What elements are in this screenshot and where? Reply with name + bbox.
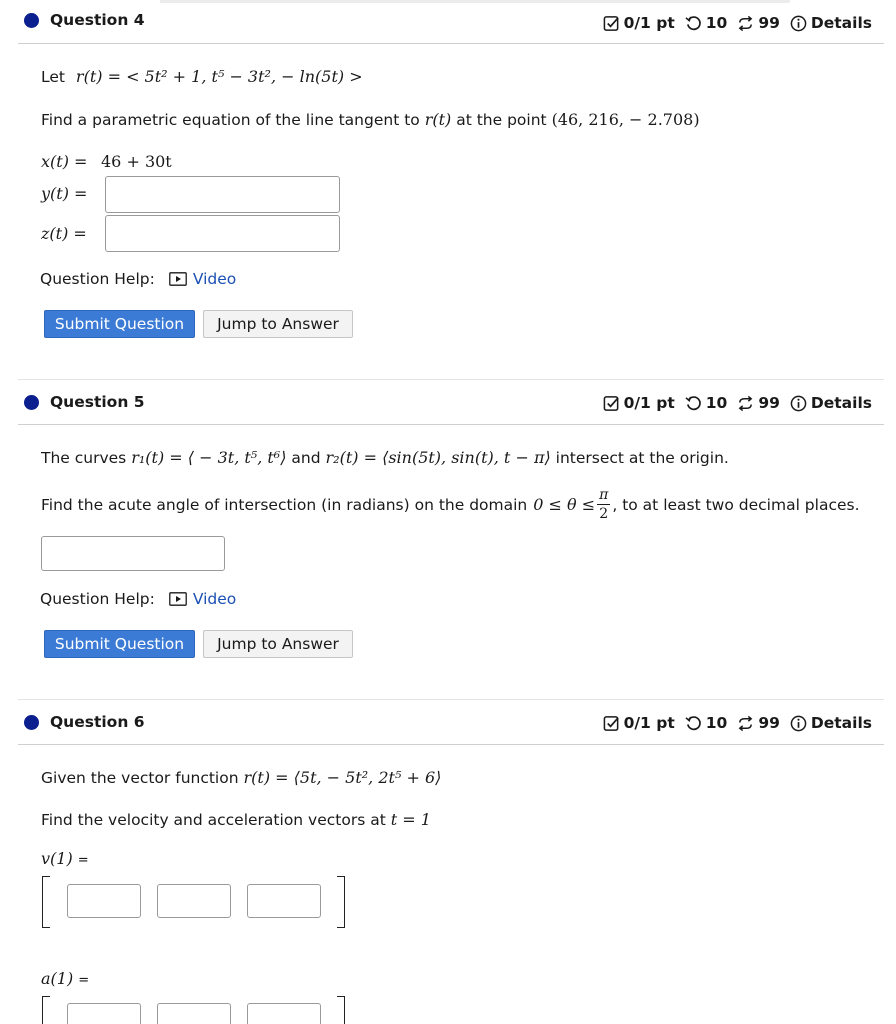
domain-inequality: 0 ≤ θ ≤ xyxy=(533,495,596,514)
details-link[interactable]: Details xyxy=(790,14,872,32)
attempts-indicator: 99 xyxy=(737,14,780,32)
z-equation-input[interactable] xyxy=(105,215,340,252)
question-6-given-text: Given the vector function r(t) = ⟨5t, − 5t², 2t⁵ + 6⟩ xyxy=(41,768,442,787)
question-5-header-divider xyxy=(18,424,884,425)
checkbox-icon xyxy=(603,715,620,732)
details-link[interactable]: Details xyxy=(790,714,872,732)
checkbox-icon xyxy=(603,15,620,32)
question-4-intro: Let r(t) = < 5t² + 1, t⁵ − 3t², − ln(5t) > xyxy=(41,67,363,86)
video-play-icon xyxy=(169,272,187,286)
question-4-video-link[interactable]: Video xyxy=(169,270,236,288)
velocity-z-input[interactable] xyxy=(247,884,321,918)
acceleration-x-input[interactable] xyxy=(67,1003,141,1024)
question-5-jump-button[interactable]: Jump to Answer xyxy=(203,630,353,658)
question-6-meta xyxy=(603,714,872,732)
question-5-title: Question 5 xyxy=(50,393,145,411)
acceleration-right-bracket xyxy=(337,996,345,1024)
acceleration-z-input[interactable] xyxy=(247,1003,321,1024)
pi-over-two: $\frac{\pi}{2}$ xyxy=(599,487,609,522)
undo-icon xyxy=(685,715,702,732)
y-equation-input[interactable] xyxy=(105,176,340,213)
acceleration-left-bracket xyxy=(42,996,50,1024)
x-equation-value: 46 + 30t xyxy=(101,152,172,171)
acceleration-label: a(1) = xyxy=(41,969,90,988)
x-equation-label: x(t) = xyxy=(41,152,88,171)
top-scroll-remnant xyxy=(160,0,790,3)
checkbox-icon xyxy=(603,395,620,412)
question-6-title: Question 6 xyxy=(50,713,145,731)
attempts-indicator: 99 xyxy=(737,714,780,732)
velocity-left-bracket xyxy=(42,876,50,928)
question-5-angle-text: Find the acute angle of intersection (in radians) on the domain 0 ≤ θ ≤ $\frac{\pi}{2}$ , to at least two decimal places. xyxy=(41,487,860,522)
points-indicator: 0/1 pt xyxy=(603,14,675,32)
question-4-title: Question 4 xyxy=(50,11,145,29)
points-indicator: 0/1 pt xyxy=(603,394,675,412)
velocity-x-input[interactable] xyxy=(67,884,141,918)
question-4-submit-button[interactable]: Submit Question xyxy=(44,310,195,338)
curve-r1: r₁(t) = ⟨ − 3t, t⁵, t⁶⟩ xyxy=(131,448,287,467)
question-4-prompt: Find a parametric equation of the line tangent to r(t) at the point (46, 216, − 2.708) xyxy=(41,110,700,129)
retries-indicator: 10 xyxy=(685,14,728,32)
z-equation-label: z(t) = xyxy=(41,224,87,243)
attempts-indicator: 99 xyxy=(737,394,780,412)
question-6-find-text: Find the velocity and acceleration vectors at t = 1 xyxy=(41,810,431,829)
velocity-right-bracket xyxy=(337,876,345,928)
question-4-point: (46, 216, − 2.708) xyxy=(551,110,700,129)
video-play-icon xyxy=(169,592,187,606)
points-indicator: 0/1 pt xyxy=(603,714,675,732)
details-link[interactable]: Details xyxy=(790,394,872,412)
retry-arrows-icon xyxy=(737,15,754,32)
velocity-y-input[interactable] xyxy=(157,884,231,918)
undo-icon xyxy=(685,15,702,32)
info-icon xyxy=(790,15,807,32)
question-5-top-divider xyxy=(18,379,884,380)
question-5-help: Question Help: Video xyxy=(40,590,237,608)
info-icon xyxy=(790,715,807,732)
curve-r2: r₂(t) = ⟨sin(5t), sin(t), t − π⟩ xyxy=(325,448,551,467)
question-4-jump-button[interactable]: Jump to Answer xyxy=(203,310,353,338)
question-4-status-dot xyxy=(24,13,39,28)
retries-indicator: 10 xyxy=(685,714,728,732)
question-4-help: Question Help: Video xyxy=(40,270,237,288)
y-equation-label: y(t) = xyxy=(41,184,88,203)
question-5-curves-text: The curves r₁(t) = ⟨ − 3t, t⁵, t⁶⟩ and r₂(t) = ⟨sin(5t), sin(t), t − π⟩ intersect at the origin. xyxy=(41,448,729,467)
angle-answer-input[interactable] xyxy=(41,536,225,571)
question-5-submit-button[interactable]: Submit Question xyxy=(44,630,195,658)
question-5-status-dot xyxy=(24,395,39,410)
question-4-vector-function: r(t) = < 5t² + 1, t⁵ − 3t², − ln(5t) > xyxy=(75,67,363,86)
question-6-vector-function: r(t) = ⟨5t, − 5t², 2t⁵ + 6⟩ xyxy=(243,768,442,787)
question-4-meta xyxy=(603,14,872,32)
retry-arrows-icon xyxy=(737,395,754,412)
question-6-top-divider xyxy=(18,699,884,700)
acceleration-y-input[interactable] xyxy=(157,1003,231,1024)
retry-arrows-icon xyxy=(737,715,754,732)
velocity-label: v(1) = xyxy=(41,849,89,868)
question-5-meta xyxy=(603,394,872,412)
question-6-header-divider xyxy=(18,744,884,745)
question-5-video-link[interactable]: Video xyxy=(169,590,236,608)
retries-indicator: 10 xyxy=(685,394,728,412)
undo-icon xyxy=(685,395,702,412)
question-4-header-divider xyxy=(18,43,884,44)
question-6-status-dot xyxy=(24,715,39,730)
info-icon xyxy=(790,395,807,412)
